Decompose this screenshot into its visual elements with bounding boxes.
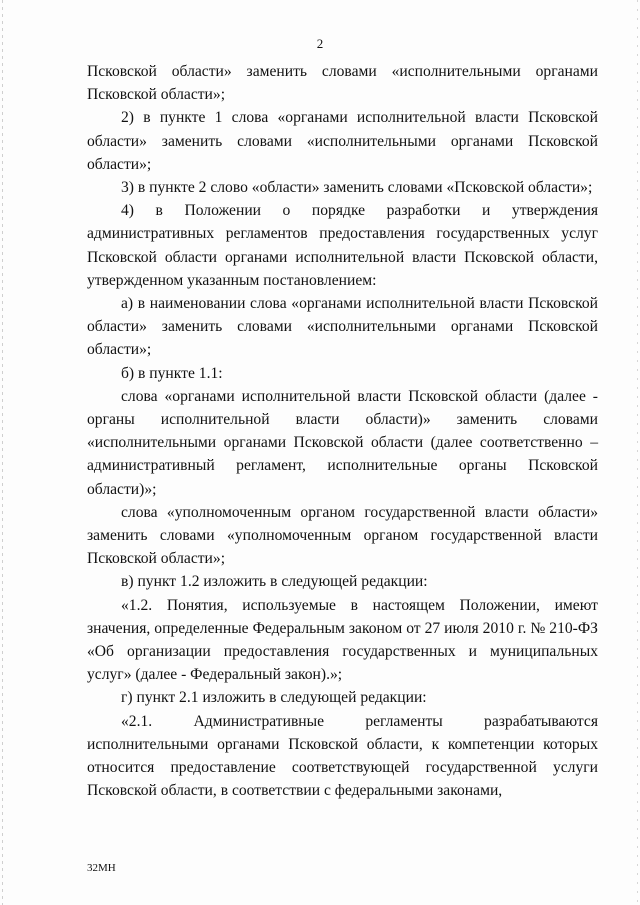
paragraph-3: 3) в пункте 2 слово «области» заменить словами «Псковской области»; [121, 179, 593, 197]
paragraph-8: слова «уполномоченным органом государственной власти области» заменить словами «уполномоченным органом государственной власти Псковской области»; [87, 503, 598, 568]
page-number: 2 [316, 36, 324, 51]
paragraph-5: а) в наименовании слова «органами исполнительной власти Псковской области» заменить словами «исполнительными органами Псковской области»; [87, 295, 598, 359]
scan-edge-right [637, 0, 638, 905]
paragraph-2: 2) в пункте 1 слова «органами исполнительной власти Псковской области» заменить словами «исполнительными органами Псковской области»; [87, 109, 598, 173]
paragraph-12: «2.1. Административные регламенты разрабатываются исполнительными органами Псковской области, к компетенции которых относится предоставление соответствующей государственной услуги Псковской области, в соответствии с федеральными законами, [87, 712, 598, 800]
document-code: 32МН [87, 862, 116, 874]
paragraph-9: в) пункт 1.2 изложить в следующей редакции: [121, 573, 428, 591]
paragraph-1: Псковской области» заменить словами «исполнительными органами Псковской области»; [87, 63, 598, 104]
paragraph-11: г) пункт 2.1 изложить в следующей редакции: [121, 689, 427, 707]
scan-edge-left [2, 0, 3, 905]
paragraph-7: слова «органами исполнительной власти Псковской области (далее - органы исполнительной власти области)» заменить словами «исполнительными органами Псковской области (далее соответственно – административный регламент, исполнительные органы Псковской области)»; [87, 387, 598, 498]
paragraph-6: б) в пункте 1.1: [121, 364, 223, 382]
paragraph-4: 4) в Положении о порядке разработки и утверждения административных регламентов предоставления государственных услуг Псковской области органами исполнительной власти Псковской области, утвержденном указанным постановлением: [87, 202, 598, 289]
body-text [87, 60, 598, 803]
paragraph-10: «1.2. Понятия, используемые в настоящем Положении, имеют значения, определенные Федеральным законом от 27 июля 2010 г. № 210-ФЗ «Об организации предоставления государственных и муниципальных услуг» (далее - Федеральный закон).»; [87, 596, 598, 684]
